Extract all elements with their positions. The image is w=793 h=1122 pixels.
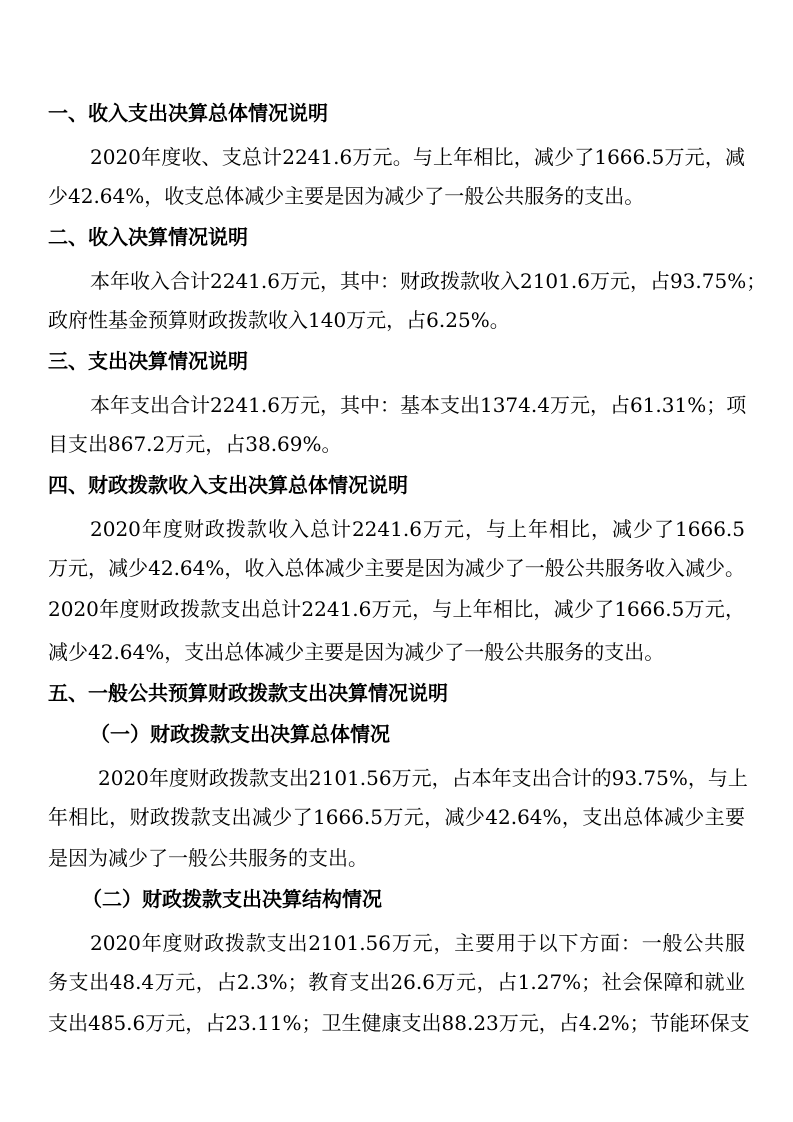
paragraph-line: 年相比，财政拨款支出减少了1666.5万元，减少42.64%，支出总体减少主要 bbox=[48, 805, 745, 829]
section-heading: 三、支出决算情况说明 bbox=[48, 349, 248, 373]
section-heading: 一、收入支出决算总体情况说明 bbox=[48, 101, 328, 125]
paragraph-line: 支出485.6万元，占23.11%；卫生健康支出88.23万元，占4.2%；节能环保支 bbox=[48, 1011, 750, 1035]
paragraph-line: 政府性基金预算财政拨款收入140万元，占6.25%。 bbox=[48, 308, 510, 332]
paragraph-line: 2020年度财政拨款收入总计2241.6万元，与上年相比，减少了1666.5 bbox=[90, 517, 745, 541]
paragraph-line: 2020年度财政拨款支出2101.56万元，主要用于以下方面：一般公共服 bbox=[90, 931, 745, 955]
paragraph-line: 本年收入合计2241.6万元，其中：财政拨款收入2101.6万元，占93.75%； bbox=[90, 269, 767, 293]
section-heading: 二、收入决算情况说明 bbox=[48, 225, 248, 249]
paragraph-line: 目支出867.2万元，占38.69%。 bbox=[48, 432, 342, 456]
paragraph-line: 少42.64%，收支总体减少主要是因为减少了一般公共服务的支出。 bbox=[48, 184, 645, 208]
paragraph-line: 是因为减少了一般公共服务的支出。 bbox=[48, 846, 368, 870]
paragraph-line: 2020年度财政拨款支出2101.56万元，占本年支出合计的93.75%，与上 bbox=[98, 766, 748, 790]
paragraph-line: 万元，减少42.64%，收入总体减少主要是因为减少了一般公共服务收入减少。 bbox=[48, 556, 745, 580]
paragraph-line: 减少42.64%，支出总体减少主要是因为减少了一般公共服务的支出。 bbox=[48, 640, 665, 664]
subsection-heading: （二）财政拨款支出决算结构情况 bbox=[82, 887, 382, 911]
subsection-heading: （一）财政拨款支出决算总体情况 bbox=[90, 722, 390, 746]
paragraph-line: 务支出48.4万元，占2.3%；教育支出26.6万元，占1.27%；社会保障和就业 bbox=[48, 970, 745, 994]
paragraph-line: 2020年度财政拨款支出总计2241.6万元，与上年相比，减少了1666.5万元， bbox=[48, 597, 745, 621]
paragraph-line: 本年支出合计2241.6万元，其中：基本支出1374.4万元，占61.31%；项 bbox=[90, 393, 747, 417]
paragraph-line: 2020年度收、支总计2241.6万元。与上年相比，减少了1666.5万元，减 bbox=[90, 145, 745, 169]
section-heading: 五、一般公共预算财政拨款支出决算情况说明 bbox=[48, 681, 448, 705]
section-heading: 四、财政拨款收入支出决算总体情况说明 bbox=[48, 473, 408, 497]
